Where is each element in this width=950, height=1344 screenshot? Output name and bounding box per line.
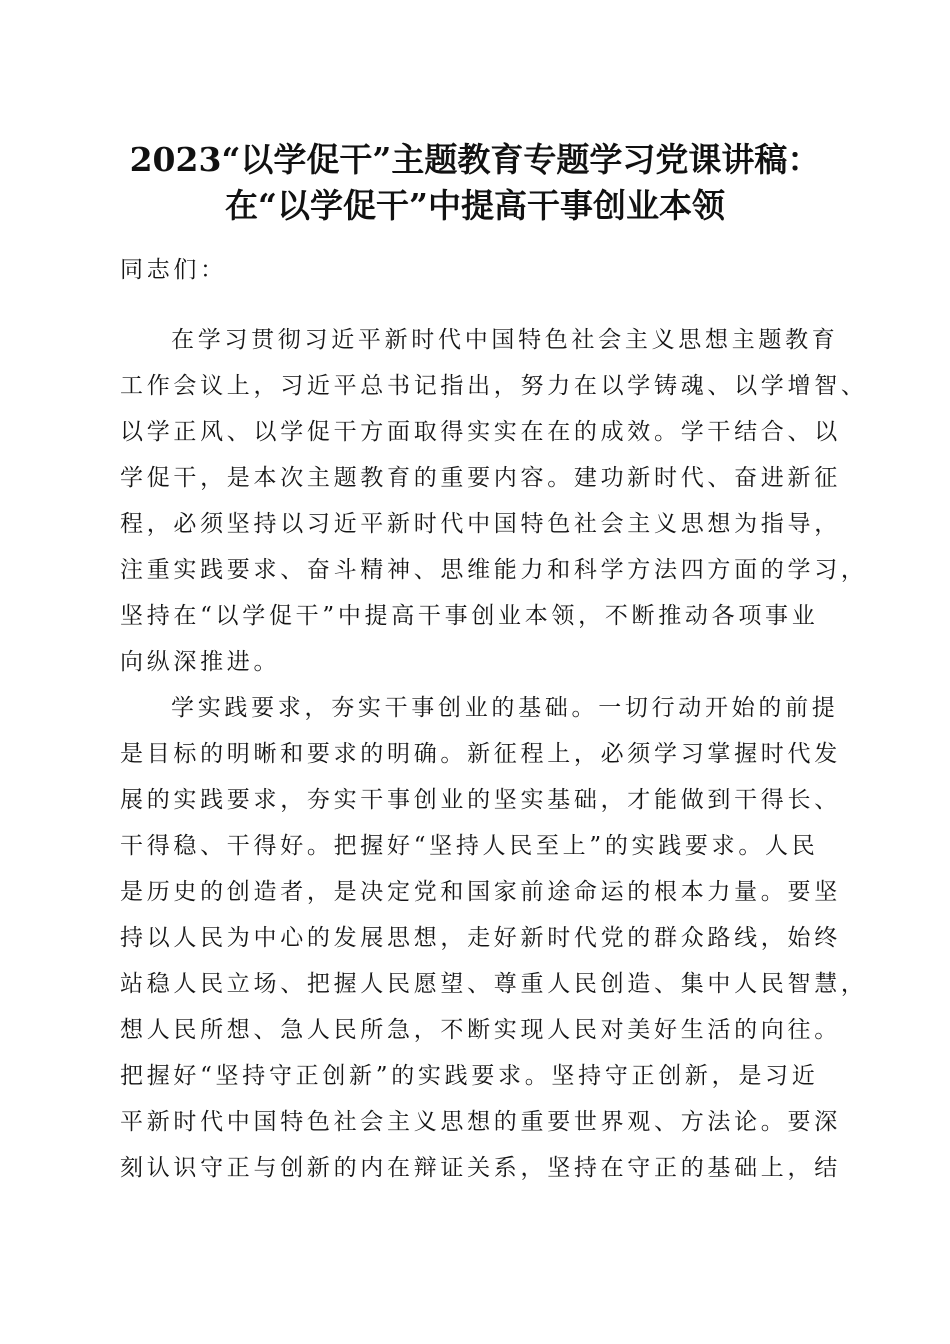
paragraph-line: 把握好“坚持守正创新”的实践要求。坚持守正创新，是习近 (120, 1063, 819, 1089)
document-title-line-1: 2023“以学促干”主题教育专题学习党课讲稿： (129, 140, 821, 179)
salutation: 同志们： (120, 257, 227, 283)
paragraph-line: 以学正风、以学促干方面取得实实在在的成效。学干结合、以 (120, 419, 841, 445)
document-title-line-2: 在“以学促干”中提高干事创业本领 (225, 186, 725, 225)
paragraph-line: 持以人民为中心的发展思想，走好新时代党的群众路线，始终 (120, 925, 841, 951)
paragraph-line: 程，必须坚持以习近平新时代中国特色社会主义思想为指导， (120, 511, 841, 537)
paragraph-line: 站稳人民立场、把握人民愿望、尊重人民创造、集中人民智慧， (120, 971, 868, 997)
paragraph-line: 是目标的明晰和要求的明确。新征程上，必须学习掌握时代发 (120, 741, 841, 767)
paragraph-line: 向纵深推进。 (120, 649, 281, 675)
paragraph-line: 工作会议上，习近平总书记指出，努力在以学铸魂、以学增智、 (120, 373, 868, 399)
paragraph-line: 干得稳、干得好。把握好“坚持人民至上”的实践要求。人民 (120, 833, 819, 859)
paragraph-line: 学促干，是本次主题教育的重要内容。建功新时代、奋进新征 (120, 465, 841, 491)
paragraph-line: 平新时代中国特色社会主义思想的重要世界观、方法论。要深 (120, 1109, 841, 1135)
paragraph-line: 坚持在“以学促干”中提高干事创业本领，不断推动各项事业 (120, 603, 819, 629)
paragraph-line: 在学习贯彻习近平新时代中国特色社会主义思想主题教育 (171, 327, 839, 353)
paragraph-line: 注重实践要求、奋斗精神、思维能力和科学方法四方面的学习， (120, 557, 868, 583)
paragraph-line: 展的实践要求，夯实干事创业的坚实基础，才能做到干得长、 (120, 787, 841, 813)
paragraph-line: 刻认识守正与创新的内在辩证关系，坚持在守正的基础上，结 (120, 1155, 841, 1181)
paragraph-line: 学实践要求，夯实干事创业的基础。一切行动开始的前提 (171, 695, 839, 721)
paragraph-line: 想人民所想、急人民所急，不断实现人民对美好生活的向往。 (120, 1017, 841, 1043)
paragraph-line: 是历史的创造者，是决定党和国家前途命运的根本力量。要坚 (120, 879, 841, 905)
